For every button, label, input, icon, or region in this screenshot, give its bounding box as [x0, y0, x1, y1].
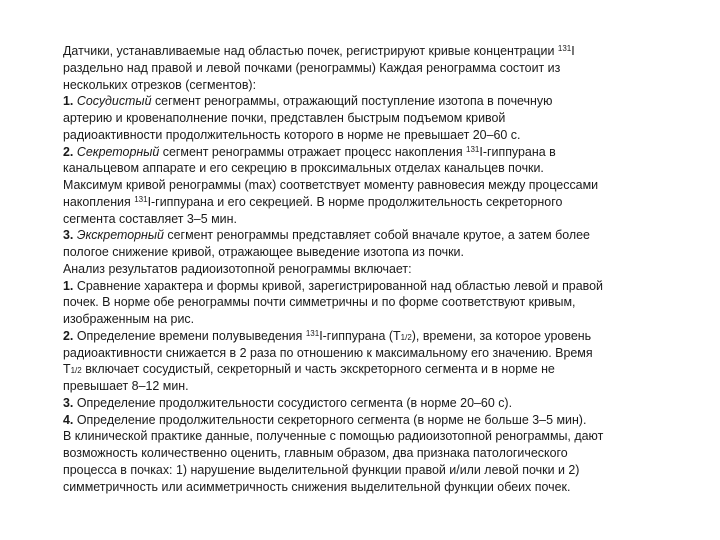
text-run: возможность количественно оценить, главным образом, два признака патологического — [63, 446, 568, 460]
text-line — [63, 428, 703, 445]
text-run: включает сосудистый, секреторный и часть экскреторного сегмента и в норме не — [81, 362, 555, 377]
text-run: накопления — [63, 194, 135, 209]
text-run: симметричность или асимметричность снижения выделительной функции обеих почек. — [63, 479, 571, 494]
text-line — [63, 127, 703, 144]
list-number: 2. — [63, 328, 77, 343]
superscript: 131 — [466, 144, 480, 154]
text-run: В клинической практике данные, полученные с помощью радиоизотопной ренограммы, дают — [63, 429, 604, 444]
text-run: ), времени, за которое уровень — [411, 328, 592, 343]
text-run: артерию и кровенаполнение почки, представлен быстрым подъемом кривой — [63, 111, 506, 125]
text-line — [63, 462, 703, 479]
text-run: изображенным на рис. — [63, 312, 195, 326]
text-run: почек. В норме обе ренограммы почти симметричны и по форме соответствуют кривым, — [63, 295, 576, 310]
list-number: 4. — [63, 412, 77, 427]
text-line — [63, 160, 703, 177]
text-run: I-гиппурана в — [479, 144, 556, 159]
text-run: сегмент ренограммы, отражающий поступление изотопа в почечную — [151, 94, 553, 109]
list-number: 3. — [63, 395, 77, 410]
superscript: 131 — [305, 328, 320, 338]
text-line — [63, 227, 703, 244]
text-line — [63, 144, 703, 161]
list-number: 3. — [63, 228, 77, 243]
emphasis-term: Сосудистый — [76, 94, 152, 109]
text-run: нескольких отрезков (сегментов): — [63, 77, 257, 92]
text-run: Определение продолжительности секреторного сегмента (в норме не больше 3–5 мин). — [76, 412, 587, 427]
text-line — [63, 177, 703, 194]
text-line — [63, 479, 703, 496]
text-line — [63, 211, 703, 228]
text-line — [63, 345, 703, 362]
text-run: сегмент ренограммы отражает процесс накопления — [159, 144, 467, 159]
text-run: Анализ результатов радиоизотопной ренограммы включает: — [63, 261, 412, 276]
text-line — [63, 378, 703, 395]
emphasis-term: Экскреторный — [76, 228, 164, 243]
superscript: 131 — [134, 194, 148, 204]
emphasis-term: Секреторный — [76, 144, 160, 159]
subscript: 1/2 — [70, 366, 82, 376]
text-run: сегмента составляет 3–5 мин. — [63, 211, 237, 226]
text-run: раздельно над правой и левой почками (ренограммы) Каждая ренограмма состоит из — [63, 60, 561, 75]
list-number: 1. — [63, 278, 77, 293]
list-number: 2. — [63, 144, 77, 159]
text-run: радиоактивности продолжительность которого в норме не превышает 20–60 с. — [63, 127, 521, 142]
text-run: Сравнение характера и формы кривой, зарегистрированной над областью левой и правой — [76, 278, 603, 293]
text-line — [63, 60, 703, 77]
text-run: Определение продолжительности сосудистого сегмента (в норме 20–60 с). — [76, 395, 513, 410]
superscript: 131 — [557, 44, 572, 53]
text-line — [63, 244, 703, 261]
text-run: процесса в почках: 1) нарушение выделительной функции правой и/или левой почки и 2) — [63, 462, 580, 477]
text-run: превышает 8–12 мин. — [63, 379, 189, 393]
subscript: 1/2 — [400, 332, 412, 342]
text-run: пологое снижение кривой, отражающее выведение изотопа из почки. — [63, 245, 464, 259]
text-run: Определение времени полувыведения — [76, 328, 306, 343]
text-run: сегмент ренограммы представляет собой вначале крутое, а затем более — [163, 228, 590, 243]
text-run: канальцевом аппарате и его секрецию в проксимальных отделах канальцев почки. — [63, 161, 544, 176]
text-run: Датчики, устанавливаемые над областью почек, регистрируют кривые концентрации — [63, 44, 558, 58]
text-run: I-гиппурана (T — [319, 328, 401, 343]
text-line — [63, 93, 703, 110]
text-run: I-гиппурана и его секрецией. В норме продолжительность секреторного — [147, 194, 563, 209]
text-line — [63, 361, 703, 378]
list-number: 1. — [63, 94, 77, 109]
text-line — [63, 43, 703, 60]
text-line — [63, 261, 703, 278]
text-run: Максимум кривой ренограммы (max) соответствует моменту равновесия между процессами — [63, 178, 599, 192]
text-line — [63, 294, 703, 311]
text-run: I — [571, 44, 575, 58]
text-line — [63, 77, 703, 94]
text-run: радиоактивности снижается в 2 раза по отношению к максимальному его значению. Время — [63, 345, 593, 360]
text-line — [63, 445, 703, 462]
body-text — [63, 43, 703, 495]
text-line — [63, 311, 703, 328]
text-line — [63, 412, 703, 429]
text-line — [63, 395, 703, 412]
text-line — [63, 278, 703, 295]
text-run: T — [63, 362, 71, 377]
text-line — [63, 110, 703, 127]
text-line — [63, 194, 703, 211]
text-line — [63, 328, 703, 345]
